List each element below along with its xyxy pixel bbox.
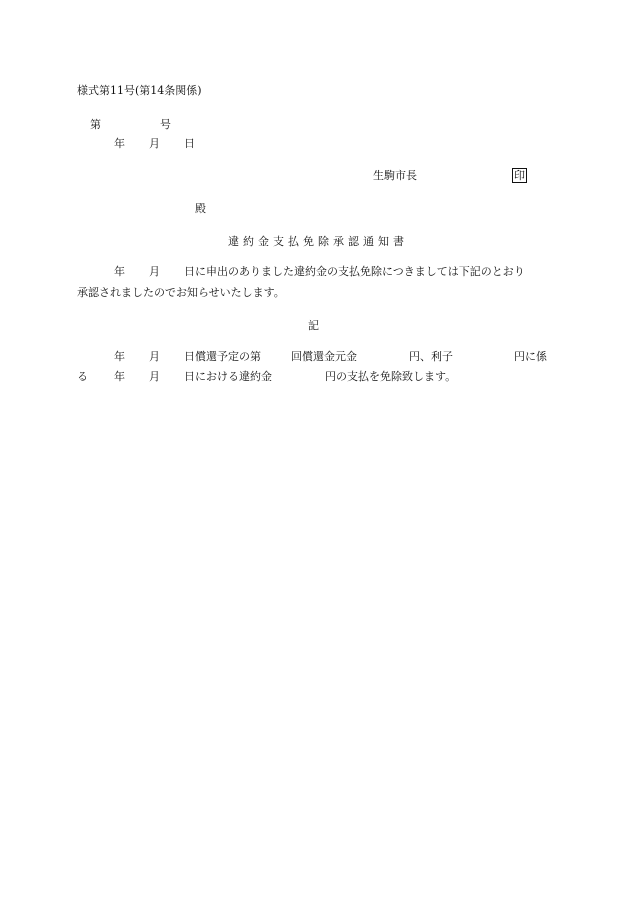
detail-l1-b: 回償還金元金 <box>291 350 357 363</box>
number-prefix: 第 <box>90 118 101 131</box>
date-month: 月 <box>149 137 160 150</box>
detail-l2-year: 年 <box>114 370 125 383</box>
detail-l1-d: 円に係 <box>514 350 547 363</box>
detail-l1-a: 日償還予定の第 <box>184 350 261 363</box>
date-day: 日 <box>184 137 195 150</box>
detail-l2-ru: る <box>77 370 88 383</box>
form-label: 様式第11号(第14条関係) <box>77 84 202 97</box>
document-title: 違約金支払免除承認通知書 <box>228 235 408 248</box>
detail-l2-b: 円の支払を免除致します。 <box>325 370 457 383</box>
detail-l1-month: 月 <box>149 350 160 363</box>
issuer-title: 生駒市長 <box>373 169 417 182</box>
addressee-suffix: 殿 <box>195 202 206 215</box>
seal-mark <box>512 168 527 183</box>
seal-label: 印 <box>514 169 525 182</box>
detail-l2-a: 日における違約金 <box>184 370 272 383</box>
body-month: 月 <box>149 265 160 278</box>
body-year: 年 <box>114 265 125 278</box>
detail-l2-month: 月 <box>149 370 160 383</box>
detail-l1-c: 円、利子 <box>409 350 453 363</box>
body-line2: 承認されましたのでお知らせいたします。 <box>77 286 285 299</box>
body-line1: 日に申出のありました違約金の支払免除につきましては下記のとおり <box>184 265 525 278</box>
detail-l1-year: 年 <box>114 350 125 363</box>
number-suffix: 号 <box>160 118 171 131</box>
record-heading: 記 <box>308 319 319 332</box>
date-year: 年 <box>114 137 125 150</box>
